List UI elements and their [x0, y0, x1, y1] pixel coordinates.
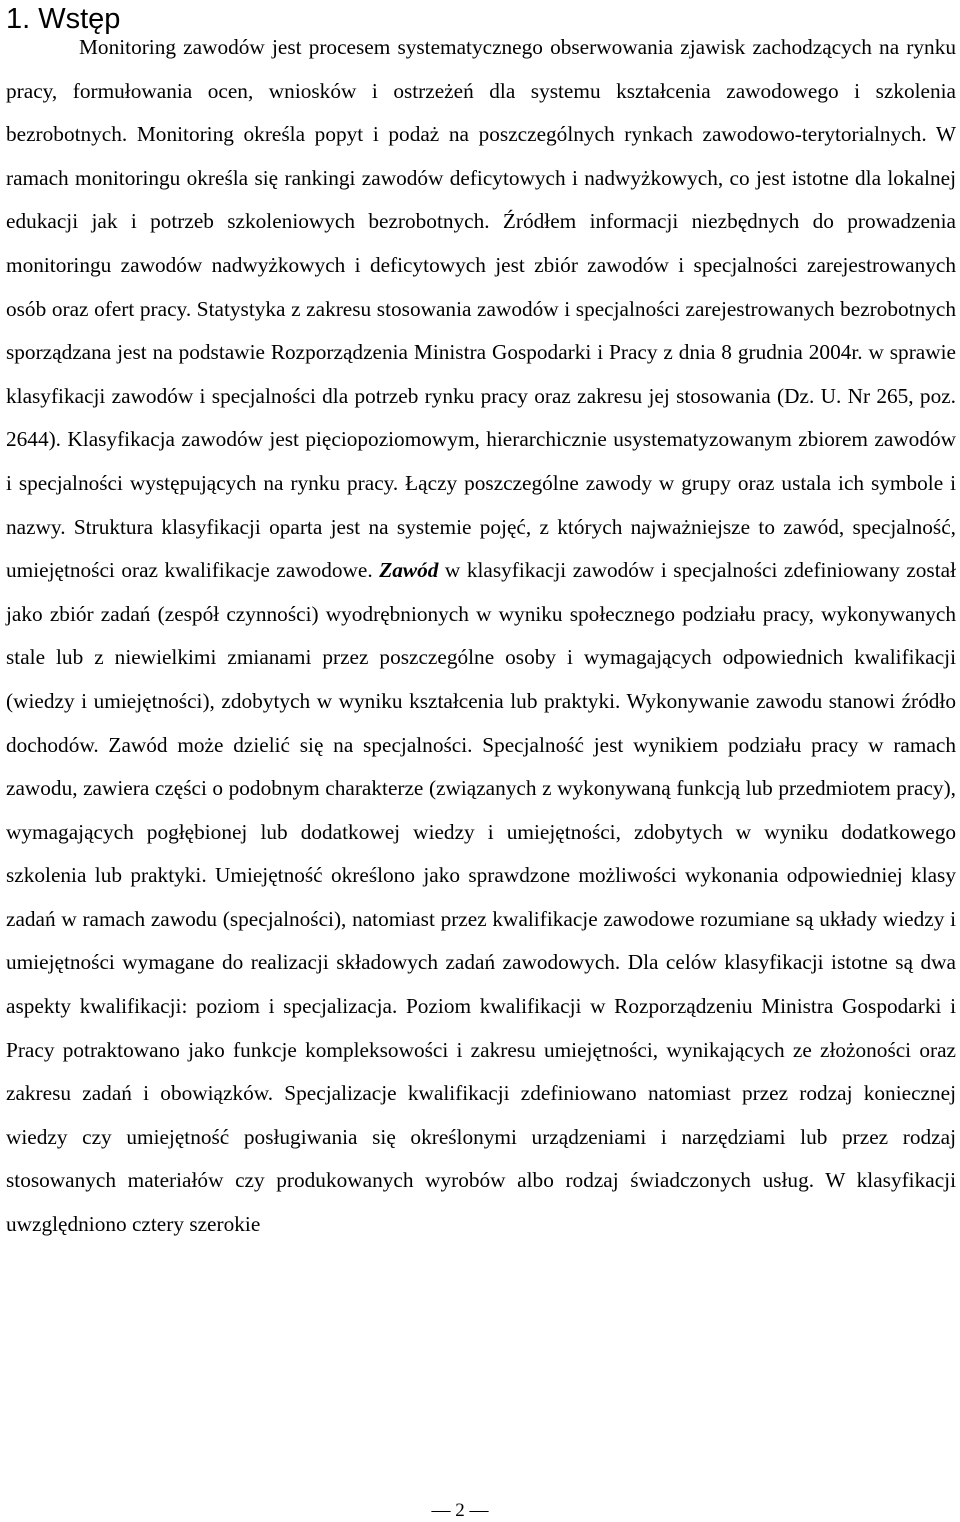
page-number: ― 2 ―: [431, 1500, 489, 1521]
section-heading: 1. Wstęp: [6, 3, 121, 35]
term-emphasis: Zawód: [379, 558, 439, 583]
paragraph-text-definitions: w klasyfikacji zawodów i specjalności zdefiniowany został jako zbiór zadań (zespół czynności) wyodrębnionych w wyniku społecznego podziału pracy, wykonywanych stale lub z niewielkimi zmianami przez poszczególne osoby i wymagających odpowiednich kwalifikacji (wiedzy i umiejętności), zdobytych w wyniku kształcenia lub praktyki. Wykonywanie zawodu stanowi źródło dochodów. Zawód może dzielić się na specjalności. Specjalność jest wynikiem podziału pracy w ramach zawodu, zawiera części o podobnym charakterze (związanych z wykonywaną funkcją lub przedmiotem pracy), wymagających pogłębionej lub dodatkowej wiedzy i umiejętności, zdobytych w wyniku dodatkowego szkolenia lub praktyki. Umiejętność określono jako sprawdzone możliwości wykonania odpowiedniej klasy zadań w ramach zawodu (specjalności), natomiast przez kwalifikacje zawodowe rozumiane są układy wiedzy i umiejętności wymagane do realizacji składowych zadań zawodowych. Dla celów klasyfikacji istotne są dwa aspekty kwalifikacji: poziom i specjalizacja. Poziom kwalifikacji w Rozporządzeniu Ministra Gospodarki i Pracy potraktowano jako funkcje kompleksowości i zakresu umiejętności, wynikających ze złożoności oraz zakresu zadań i obowiązków. Specjalizacje kwalifikacji zdefiniowano natomiast przez rodzaj koniecznej wiedzy czy umiejętność posługiwania się określonymi urządzeniami i narzędziami lub przez rodzaj stosowanych materiałów czy produkowanych wyrobów albo rodzaj świadczonych usług. W klasyfikacji uwzględniono cztery szerokie: [6, 558, 956, 1237]
paragraph-text-intro: Monitoring zawodów jest procesem systematycznego obserwowania zjawisk zachodzących na rynku pracy, formułowania ocen, wniosków i ostrzeżeń dla systemu kształcenia zawodowego i szkolenia bezrobotnych. Monitoring określa popyt i podaż na poszczególnych rynkach zawodowo-terytorialnych. W ramach monitoringu określa się rankingi zawodów deficytowych i nadwyżkowych, co jest istotne dla lokalnej edukacji jak i potrzeb szkoleniowych bezrobotnych. Źródłem informacji niezbędnych do prowadzenia monitoringu zawodów nadwyżkowych i deficytowych jest zbiór zawodów i specjalności zarejestrowanych osób oraz ofert pracy. Statystyka z zakresu stosowania zawodów i specjalności zarejestrowanych bezrobotnych sporządzana jest na podstawie Rozporządzenia Ministra Gospodarki i Pracy z dnia 8 grudnia 2004r. w sprawie klasyfikacji zawodów i specjalności dla potrzeb rynku pracy oraz zakresu jej stosowania (Dz. U. Nr 265, poz. 2644). Klasyfikacja zawodów jest pięciopoziomowym, hierarchicznie usystematyzowanym zbiorem zawodów i specjalności występujących na rynku pracy. Łączy poszczególne zawody w grupy oraz ustala ich symbole i nazwy. Struktura klasyfikacji oparta jest na systemie pojęć, z których najważniejsze to zawód, specjalność, umiejętności oraz kwalifikacje zawodowe.: [6, 35, 956, 583]
body-paragraph: [6, 26, 956, 1247]
